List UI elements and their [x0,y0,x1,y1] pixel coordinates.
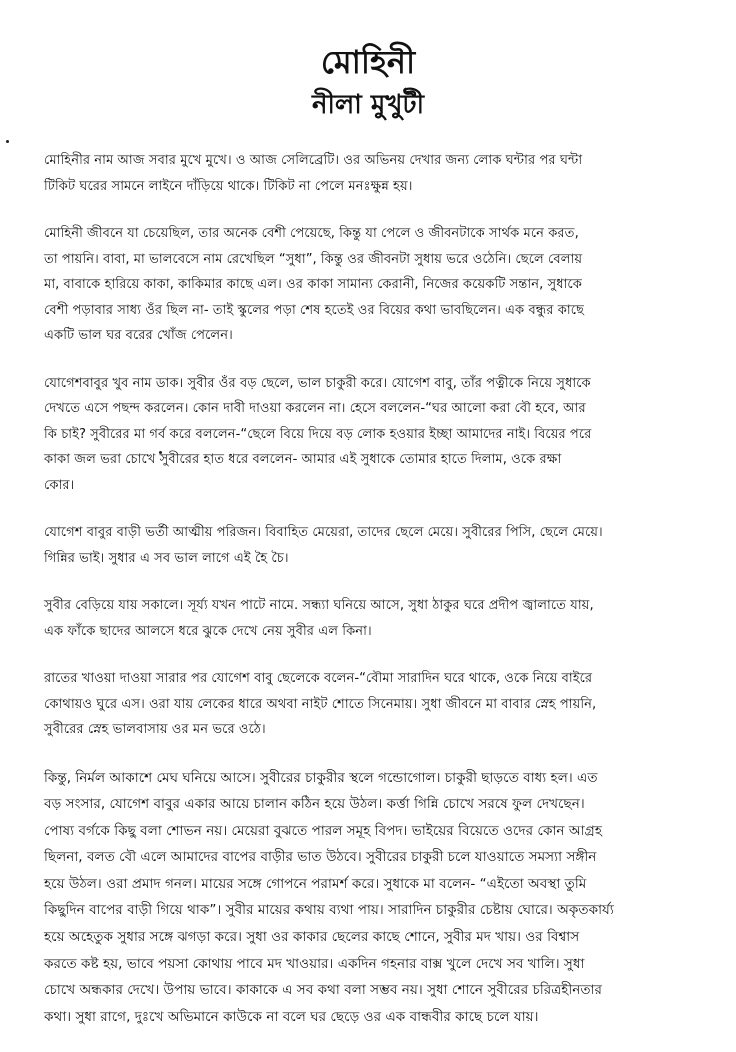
story-body [44,148,716,1052]
paragraph: মোহিনীর নাম আজ সবার মুখে মুখে। ও আজ সেলিব্রেটি। ওর অভিনয় দেখার জন্য লোক ঘন্টার পর ঘন্টা টিকিট ঘরের সামনে লাইনে দাঁড়িয়ে থাকে। টিকিট না পেলে মনঃক্ষুন্ন হয়। [44,153,583,194]
paragraph: কিন্তু, নির্মল আকাশে মেঘ ঘনিয়ে আসে। সুবীরের চাকুরীর স্থলে গন্ডোগোল। চাকুরী ছাড়তে বাধ্য হল। এত বড় সংসার, যোগেশ বাবুর একার আয়ে চালান কঠিন হয়ে উঠল। কর্ত্তা গিন্নি চোখে সরষে ফুল দেখছেন। পোষ্য বর্গকে কিছু বলা শোভন নয়। মেয়েরা বুঝতে পারল সমূহ বিপদ। ভাইয়ের বিয়েতে ওদের কোন আগ্রহ ছিলনা, বলত বৌ এলে আমাদের বাপের বাড়ীর ভাত উঠবে। সুবীরের চাকুরী চলে যাওয়াতে সমস্যা সঙ্গীন হয়ে উঠল। ওরা প্রমাদ গনল। মায়ের সঙ্গে গোপনে পরামর্শ করে। সুধাকে মা বলেন- “এইতো অবস্থা তুমি কিছুদিন বাপের বাড়ী গিয়ে থাক”। সুবীর মায়ের কথায় ব্যথা পায়। সারাদিন চাকুরীর চেষ্টায় ঘোরে। অকৃতকার্য্য হয়ে অহেতুক সুধার সঙ্গে ঝগড়া করে। সুধা ওর কাকার ছেলের কাছে শোনে, সুবীর মদ খায়। ওর বিশ্বাস করতে কষ্ট হয়, ভাবে পয়সা কোথায় পাবে মদ খাওয়ার। একদিন গহনার বাক্স খুলে দেখে সব খালি। সুধা চোখে অন্ধকার দেখে। উপায় ভাবে। কাকাকে এ সব কথা বলা সম্ভব নয়। সুধা শোনে সুবীরের চরিত্রহীনতার কথা। সুধা রাগে, দুঃখে অভিমানে কাউকে না বলে ঘর ছেড়ে ওর এক বান্ধবীর কাছে চলে যায়। [44,769,614,1025]
author-name: নীলা মুখুটী [311,90,425,120]
paragraph: রাতের খাওয়া দাওয়া সারার পর যোগেশ বাবু ছেলেকে বলেন-“বৌমা সারাদিন ঘরে থাকে, ওকে নিয়ে বাইরে কোথায়ও ঘুরে এস। ওরা যায় লেকের ধারে অথবা নাইট শোতে সিনেমায়। সুধা জীবনে মা বাবার স্নেহ পায়নি, সুবীরের স্নেহ ভালবাসায় ওর মন ভরে ওঠে। [44,671,597,737]
paragraph: সুবীর বেড়িয়ে যায় সকালে। সূর্য্য যখন পাটে নামে. সন্ধ্যা ঘনিয়ে আসে, সুধা ঠাকুর ঘরে প্রদীপ জ্বালাতে যায়, এক ফাঁকে ছাদের আলসে ধরে ঝুকে দেখে নেয় সুবীর এল কিনা। [44,598,594,639]
paragraph: যোগেশবাবুর খুব নাম ডাক। সুবীর ওঁর বড় ছেলে, ভাল চাকুরী করে। যোগেশ বাবু, তাঁর পত্নীকে নিয়ে সুধাকে দেখতে এসে পছন্দ করলেন। কোন দাবী দাওয়া করলেন না। হেসে বললেন-“ঘর আলো করা বৌ হবে, আর কি চাই? সুবীরের মা গর্ব করে বললেন-“ছেলে বিয়ে দিয়ে বড় লোক হওয়ার ইচ্ছা আমাদের নাই। বিয়ের পরে কাকা জল ভরা চোখে সুবীরের হাত ধরে বললেন- আমার এই সুধাকে তোমার হাতে দিলাম, ওকে রক্ষা কোর। [44,375,592,493]
paragraph: যোগেশ বাবুর বাড়ী ভর্তী আত্মীয় পরিজন। বিবাহিত মেয়েরা, তাদের ছেলে মেয়ে। সুবীরের পিসি, ছেলে মেয়ে। গিন্নির ভাই। সুধার এ সব ভাল লাগে এই হৈ চৈ। [44,525,603,566]
story-title: মোহিনী [320,43,416,81]
scan-speck [6,140,9,143]
paragraph: মোহিনী জীবনে যা চেয়েছিল, তার অনেক বেশী পেয়েছে, কিন্তু যা পেলে ও জীবনটাকে সার্থক মনে করত, তা পায়নি। বাবা, মা ভালবেসে নাম রেখেছিল “সুধা”, কিন্তু ওর জীবনটা সুধায় ভরে ওঠেনি। ছেলে বেলায় মা, বাবাকে হারিয়ে কাকা, কাকিমার কাছে এল। ওর কাকা সামান্য কেরানী, নিজের কয়েকটি সন্তান, সুধাকে বেশী পড়াবার সাধ্য ওঁর ছিল না- তাই স্কুলের পড়া শেষ হতেই ওর বিয়ের কথা ভাবছিলেন। এক বন্ধুর কাছে একটি ভাল ঘর বরের খোঁজ পেলেন। [44,226,585,343]
